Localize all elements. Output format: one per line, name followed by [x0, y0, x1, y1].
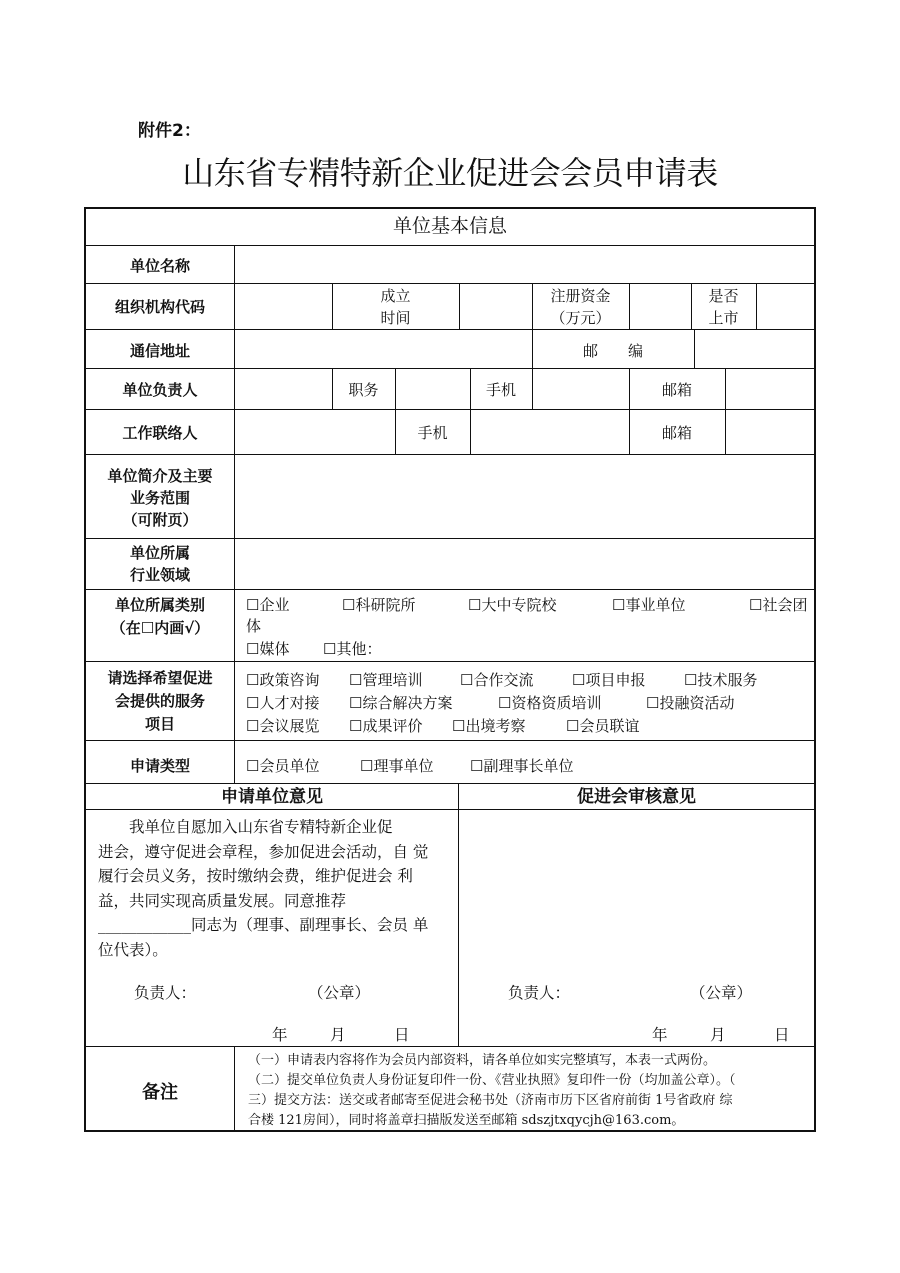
statement-line: 位代表）。 [98, 940, 168, 959]
label-industry-2: 行业领域 [129, 566, 190, 584]
label-leader: 单位负责人 [122, 381, 198, 399]
label-contact-mobile: 手机 [417, 424, 448, 442]
label-leader-email: 邮箱 [661, 381, 692, 399]
option-exhibitions[interactable]: ☐会议展览 [246, 717, 320, 735]
label-postcode: 邮 编 [582, 342, 643, 360]
review-date-day: 日 [774, 1026, 790, 1044]
statement-line: 我单位自愿加入山东省专精特新企业促 [98, 818, 393, 836]
statement-line: 益，共同实现高质量发展。同意推荐 [98, 891, 347, 910]
leader-name-field[interactable] [236, 370, 330, 407]
label-listed-2: 上市 [708, 309, 739, 327]
label-contact-email: 邮箱 [661, 424, 692, 442]
label-category-2: （在☐内画√） [110, 619, 210, 637]
label-intro-3: （可附页） [122, 511, 198, 529]
option-project-application[interactable]: ☐项目申报 [572, 671, 646, 689]
label-industry-1: 单位所属 [129, 544, 190, 562]
review-opinion-header: 促进会审核意见 [577, 787, 696, 807]
review-seal-label: （公章） [690, 984, 753, 1002]
label-category-1: 单位所属类别 [114, 596, 205, 614]
option-tech-service[interactable]: ☐技术服务 [684, 671, 758, 689]
org-code-field[interactable] [236, 285, 330, 327]
option-social-organization-cont: 体 [246, 617, 262, 635]
option-member-unit[interactable]: ☐会员单位 [246, 757, 320, 775]
label-capital-1: 注册资金 [550, 287, 611, 305]
label-unit-name: 单位名称 [129, 257, 190, 275]
option-qualification-training[interactable]: ☐资格资质培训 [498, 694, 602, 712]
applicant-date-day: 日 [394, 1026, 410, 1044]
label-listed-1: 是否 [708, 287, 739, 305]
found-time-field[interactable] [461, 285, 530, 327]
leader-position-field[interactable] [397, 370, 468, 407]
label-org-code: 组织机构代码 [114, 298, 205, 316]
review-date-month: 月 [710, 1026, 726, 1044]
option-college[interactable]: ☐大中专院校 [468, 596, 557, 614]
label-contact: 工作联络人 [122, 424, 198, 442]
label-found-time-1: 成立 [380, 287, 411, 305]
contact-email-field[interactable] [727, 411, 812, 452]
label-services-3: 项目 [144, 715, 175, 733]
label-intro-1: 单位简介及主要 [107, 467, 213, 485]
label-capital-2: （万元） [550, 309, 611, 327]
intro-field[interactable] [236, 456, 812, 536]
listed-field[interactable] [758, 285, 812, 327]
option-other[interactable]: ☐其他： [323, 640, 382, 658]
option-overseas-inspection[interactable]: ☐出境考察 [452, 717, 526, 735]
label-services-1: 请选择希望促进 [107, 669, 213, 687]
address-field[interactable] [236, 331, 530, 366]
contact-mobile-field[interactable] [472, 411, 627, 452]
leader-mobile-field[interactable] [534, 370, 627, 407]
attachment-label: 附件2： [138, 121, 201, 141]
application-form [84, 207, 816, 1132]
postcode-field[interactable] [696, 331, 812, 366]
label-intro-2: 业务范围 [129, 489, 190, 507]
label-services-2: 会提供的服务 [114, 692, 205, 710]
option-media[interactable]: ☐媒体 [246, 640, 290, 658]
option-talent-matching[interactable]: ☐人才对接 [246, 694, 320, 712]
industry-field[interactable] [236, 540, 812, 587]
section-basic-info: 单位基本信息 [392, 215, 507, 237]
leader-email-field[interactable] [727, 370, 812, 407]
note-line: （一）申请表内容将作为会员内部资料，请各单位如实完整填写，本表一式两份。 [248, 1053, 717, 1068]
review-date-year: 年 [652, 1026, 668, 1044]
capital-field[interactable] [631, 285, 689, 327]
label-remarks: 备注 [142, 1082, 178, 1103]
option-achievement-evaluation[interactable]: ☐成果评价 [349, 717, 423, 735]
option-council-unit[interactable]: ☐理事单位 [360, 757, 434, 775]
option-member-fellowship[interactable]: ☐会员联谊 [566, 717, 640, 735]
option-investment-financing[interactable]: ☐投融资活动 [646, 694, 735, 712]
option-public-institution[interactable]: ☐事业单位 [612, 596, 686, 614]
option-management-training[interactable]: ☐管理培训 [349, 671, 423, 689]
option-enterprise[interactable]: ☐企业 [246, 596, 290, 614]
option-cooperation[interactable]: ☐合作交流 [460, 671, 534, 689]
option-research-institute[interactable]: ☐科研院所 [342, 596, 416, 614]
contact-name-field[interactable] [236, 411, 393, 452]
applicant-statement [98, 815, 453, 962]
label-leader-mobile: 手机 [485, 381, 516, 399]
option-policy-consulting[interactable]: ☐政策咨询 [246, 671, 320, 689]
note-line: （二）提交单位负责人身份证复印件一份、《营业执照》复印件一份（均加盖公章）。（ [248, 1073, 736, 1088]
applicant-date-year: 年 [272, 1026, 288, 1044]
applicant-signer-label: 负责人： [134, 984, 197, 1002]
unit-name-field[interactable] [236, 247, 812, 281]
review-opinion-field[interactable] [460, 811, 812, 971]
applicant-date-month: 月 [330, 1026, 346, 1044]
applicant-seal-label: （公章） [308, 984, 371, 1002]
remarks-notes [248, 1051, 736, 1131]
statement-line: 履行会员义务，按时缴纳会费，维护促进会 利 [98, 867, 413, 885]
review-signer-label: 负责人： [508, 984, 571, 1002]
option-social-organization[interactable]: ☐社会团 [749, 596, 808, 614]
note-line: 合楼 121房间），同时将盖章扫描版发送至邮箱 sdszjtxqycjh@163.com。 [248, 1113, 685, 1128]
label-address: 通信地址 [129, 342, 190, 360]
label-position: 职务 [348, 381, 379, 399]
statement-line: ____________同志为（理事、副理事长、会员 单 [98, 916, 429, 934]
label-found-time-2: 时间 [380, 309, 411, 327]
form-title: 山东省专精特新企业促进会会员申请表 [182, 154, 718, 192]
note-line: 三）提交方法：送交或者邮寄至促进会秘书处（济南市历下区省府前街 1号省政府 综 [248, 1093, 733, 1108]
option-vice-chair-unit[interactable]: ☐副理事长单位 [470, 757, 574, 775]
applicant-opinion-header: 申请单位意见 [221, 787, 323, 807]
label-apply-type: 申请类型 [129, 757, 190, 775]
option-integrated-solutions[interactable]: ☐综合解决方案 [349, 694, 453, 712]
statement-line: 进会，遵守促进会章程，参加促进会活动，自 觉 [98, 842, 429, 861]
